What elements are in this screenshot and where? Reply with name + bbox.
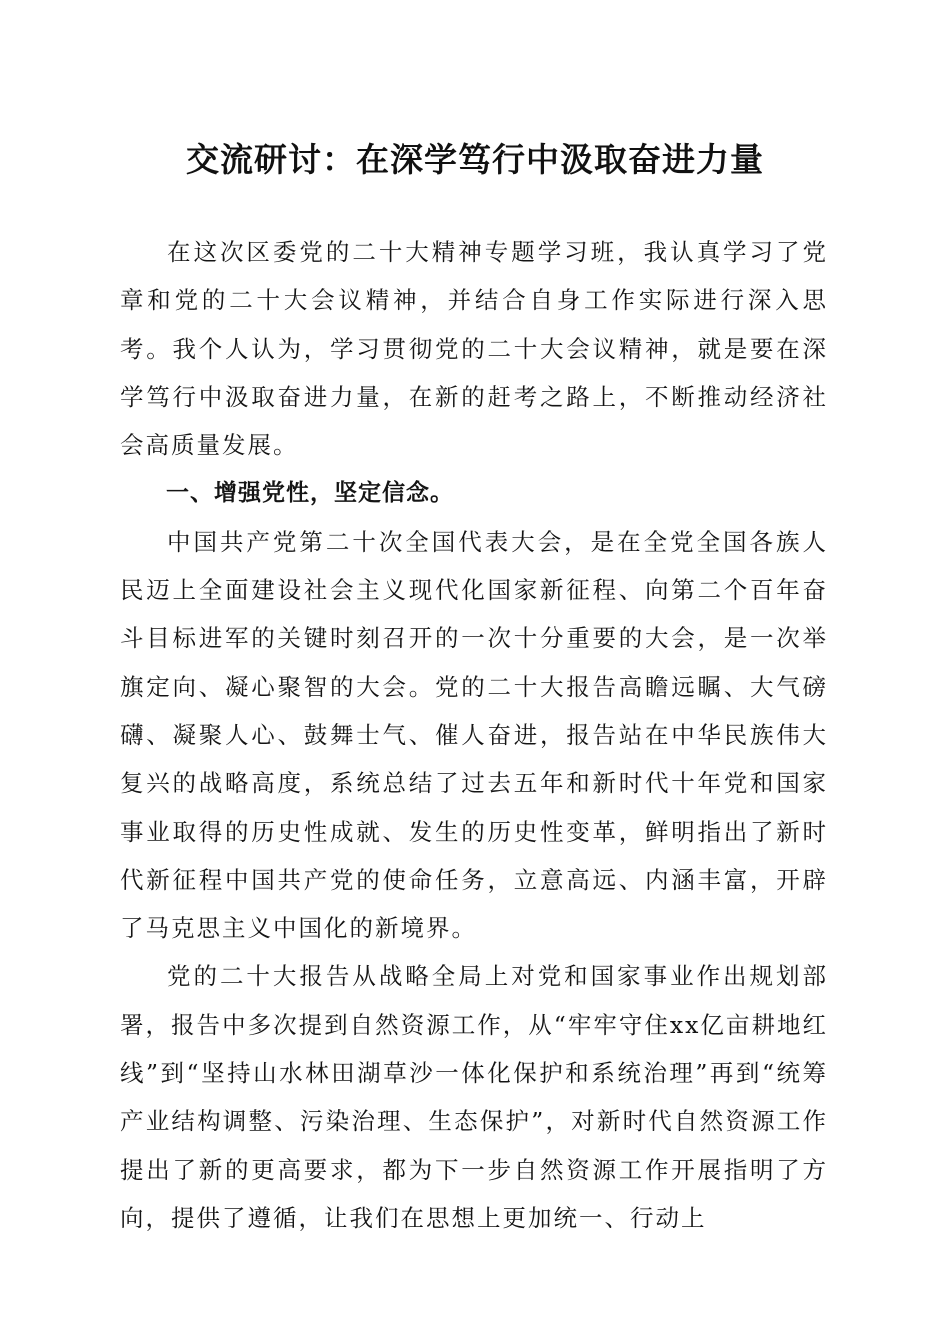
- intro-paragraph: 在这次区委党的二十大精神专题学习班，我认真学习了党章和党的二十大会议精神，并结合自身工作实际进行深入思考。我个人认为，学习贯彻党的二十大会议精神，就是要在深学笃行中汲取奋进力量，在新的赶考之路上，不断推动经济社会高质量发展。: [120, 238, 828, 460]
- body-paragraph-1: 中国共产党第二十次全国代表大会，是在全党全国各族人民迈上全面建设社会主义现代化国家新征程、向第二个百年奋斗目标进军的关键时刻召开的一次十分重要的大会，是一次举旗定向、凝心聚智的大会。党的二十大报告高瞻远瞩、大气磅礴、凝聚人心、鼓舞士气、催人奋进，报告站在中华民族伟大复兴的战略高度，系统总结了过去五年和新时代十年党和国家事业取得的历史性成就、发生的历史性变革，鲜明指出了新时代新征程中国共产党的使命任务，立意高远、内涵丰富，开辟了马克思主义中国化的新境界。: [120, 527, 828, 943]
- document-body: [120, 228, 828, 1242]
- body-paragraph-2: 党的二十大报告从战略全局上对党和国家事业作出规划部署，报告中多次提到自然资源工作，从“牢牢守住xx亿亩耕地红线”到“坚持山水林田湖草沙一体化保护和系统治理”再到“统筹产业结构调整、污染治理、生态保护”，对新时代自然资源工作提出了新的更高要求，都为下一步自然资源工作开展指明了方向，提供了遵循，让我们在思想上更加统一、行动上: [120, 962, 828, 1232]
- document-title: 交流研讨：在深学笃行中汲取奋进力量: [186, 140, 764, 179]
- section-heading-1: 一、增强党性，坚定信念。: [166, 480, 454, 507]
